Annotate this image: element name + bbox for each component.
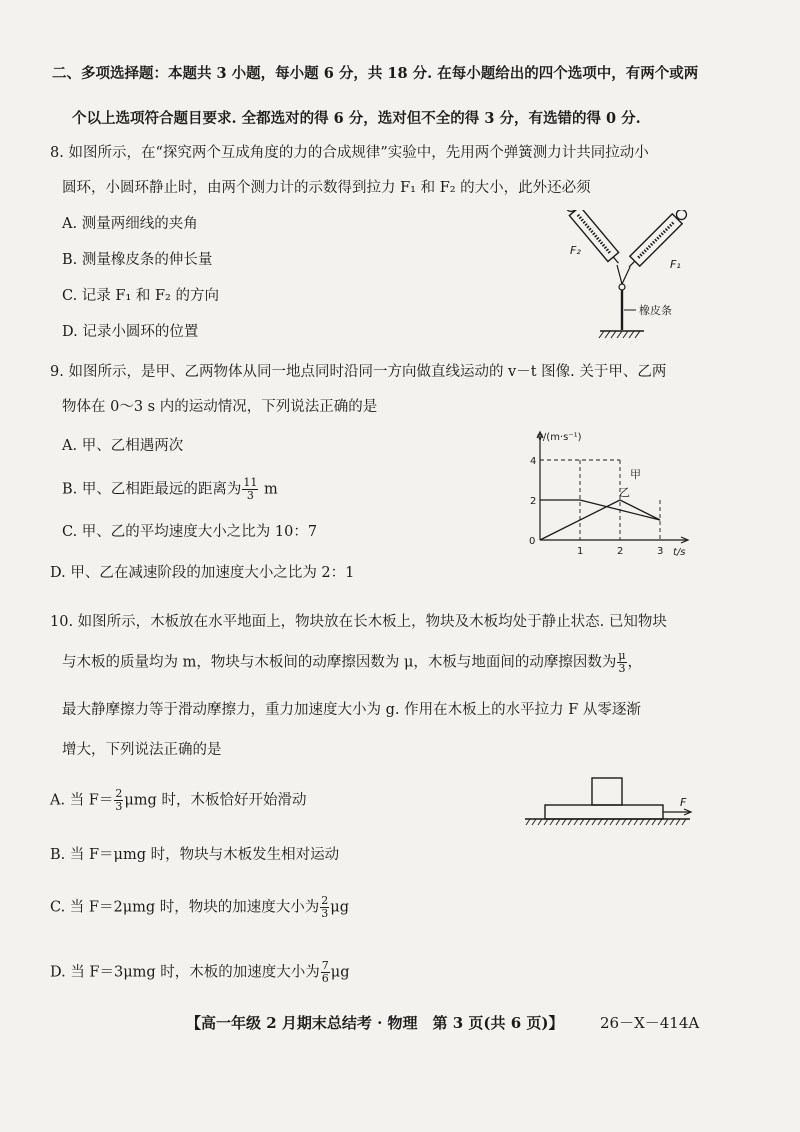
left-spring-scale [562,210,624,268]
y-tick-label-4: 4 [530,456,537,467]
q9-option-b: B. 甲、乙相距最远的距离为 $\frac{11}{3}$ m [62,476,278,502]
series-label-yi: 乙 [619,486,630,499]
origin-label: 0 [529,536,536,547]
section-header-line1: 二、多项选择题：本题共 3 小题，每小题 6 分，共 18 分. 在每小题给出的四个选项中，有两个或两 [52,65,699,82]
fraction: $\frac{2}{3}$ [321,894,329,920]
series-jia [540,500,660,540]
footer-title: 【高一年级 2 月期末总结考 · 物理 第 3 页(共 6 页)】 [186,1014,564,1032]
fraction: $\frac{11}{3}$ [243,476,258,502]
q9-vt-chart [515,428,700,560]
q10-stem-line1: 10. 如图所示，木板放在水平地面上，物块放在长木板上，物块及木板均处于静止状态. 已知物块 [50,614,667,630]
x-axis-label: t/s [673,547,686,558]
label-f1: F₁ [670,258,681,271]
q10-stem-line3: 最大静摩擦力等于滑动摩擦力，重力加速度大小为 g. 作用在木板上的水平拉力 F 从零逐渐 [62,702,641,718]
small-ring [619,284,625,290]
x-tick-label-1: 1 [577,546,584,557]
q9-option-d: D. 甲、乙在减速阶段的加速度大小之比为 2：1 [50,565,355,581]
fraction: $\frac{2}{3}$ [115,787,123,813]
q10-stem-line2: 与木板的质量均为 m，物块与木板间的动摩擦因数为 μ，木板与地面间的动摩擦因数为 $\frac{\mu}{3}$ ， [62,649,643,675]
q8-option-b: B. 测量橡皮条的伸长量 [62,252,213,268]
q9-stem-line1: 9. 如图所示，是甲、乙两物体从同一地点同时沿同一方向做直线运动的 v－t 图像. 关于甲、乙两 [50,364,667,380]
q9-option-c: C. 甲、乙的平均速度大小之比为 10：7 [62,524,318,540]
q8-option-c: C. 记录 F₁ 和 F₂ 的方向 [62,288,219,304]
q9-stem-line2: 物体在 0～3 s 内的运动情况，下列说法正确的是 [62,399,378,415]
q10-option-c: C. 当 F＝2μmg 时，物块的加速度大小为 $\frac{2}{3}$ μg [50,894,349,920]
q8-option-a: A. 测量两细线的夹角 [62,216,198,232]
footer-code: 26－X－414A [600,1014,700,1032]
label-rubber-band: 橡皮条 [639,304,672,317]
fraction: $\frac{\mu}{3}$ [618,649,626,675]
force-label: F [680,796,687,809]
q8-option-d: D. 记录小圆环的位置 [62,324,199,340]
q10-stem-line4: 增大，下列说法正确的是 [62,742,222,758]
q8-stem-line2: 圆环，小圆环静止时，由两个测力计的示数得到拉力 F₁ 和 F₂ 的大小，此外还必须 [62,180,591,196]
q8-figure-spring-scales [560,210,700,345]
series-label-jia: 甲 [630,468,641,481]
block [592,778,622,805]
q10-option-a: A. 当 F＝ $\frac{2}{3}$ μmg 时，木板恰好开始滑动 [50,787,307,813]
q9-option-a: A. 甲、乙相遇两次 [62,438,184,454]
board [545,805,663,819]
q10-figure-block-on-board [520,772,700,832]
q8-stem-line1: 8. 如图所示，在“探究两个互成角度的力的合成规律”实验中，先用两个弹簧测力计共同拉动小 [50,145,649,161]
y-axis-label: v/(m·s⁻¹) [537,432,582,443]
x-tick-label-3: 3 [657,546,664,557]
fraction: $\frac{7}{6}$ [321,959,329,985]
x-tick-label-2: 2 [617,546,624,557]
q10-option-d: D. 当 F＝3μmg 时，木板的加速度大小为 $\frac{7}{6}$ μg [50,959,350,985]
section-header-line2: 个以上选项符合题目要求. 全都选对的得 6 分，选对但不全的得 3 分，有选错的得 0 分. [72,110,641,127]
label-f2: F₂ [570,244,581,257]
y-tick-label-2: 2 [530,496,537,507]
q10-option-b: B. 当 F＝μmg 时，物块与木板发生相对运动 [50,847,340,863]
